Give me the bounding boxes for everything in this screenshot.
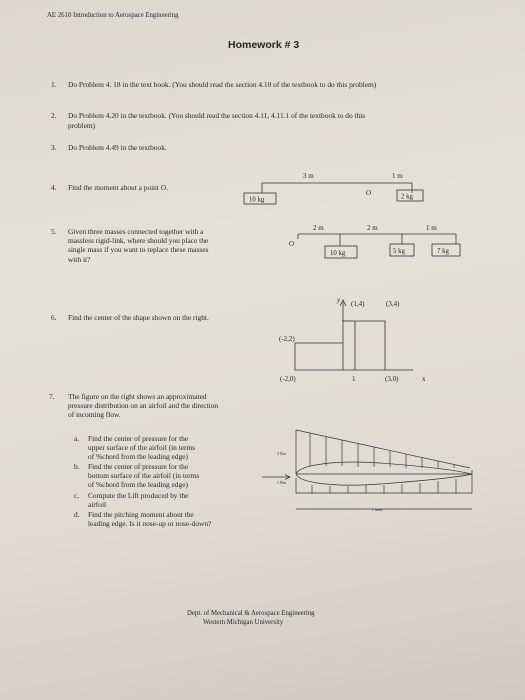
fig7-chord-label: 1 meter [372, 508, 383, 512]
fig4-dist-2: 1 m [392, 172, 403, 180]
problem-3-number: 3. [51, 143, 57, 152]
subquestion-b-line-3: of %chord from the leading edge) [88, 480, 188, 490]
problem-6-text: Find the center of the shape shown on the right. [68, 313, 209, 322]
subquestion-b-label: b. [74, 462, 80, 471]
fig5-dist-2: 2 m [367, 224, 378, 232]
fig4-point-o: O [366, 189, 372, 197]
fig5-mass-1: 10 kg [330, 250, 346, 257]
problem-4-number: 4. [51, 183, 57, 192]
fig4-mass-2: 2 kg [401, 193, 413, 201]
subquestion-d-line-2: leading edge. Is it nose-up or nose-down? [88, 519, 212, 529]
fig7-upper-label: 3 N/m [277, 452, 287, 456]
subquestion-c-line-1: Compute the Lift produced by the [88, 491, 189, 500]
fig5-dist-3: 1 m [426, 224, 437, 232]
fig5-mass-3: 7 kg [437, 248, 449, 255]
fig6-upper-block [355, 321, 385, 370]
subquestion-d-label: d. [74, 510, 80, 519]
fig7-lower-label: 1 N/m [277, 481, 287, 485]
fig7-upper-load-line [296, 430, 470, 468]
fig5-point-o: O [289, 240, 295, 248]
problem-4-text: Find the moment about a point O. [68, 183, 168, 192]
subquestion-b-line-1: Find the center of pressure for the [88, 462, 189, 471]
course-header: AE 2610 Introduction to Aerospace Engineering [47, 12, 179, 19]
fig5-mass-2: 5 kg [393, 248, 405, 255]
fig5-dist-1: 2 m [313, 224, 324, 232]
footer-university: Western Michigan University [203, 619, 284, 626]
problem-1-number: 1. [51, 80, 57, 89]
problem-5-number: 5. [51, 227, 57, 236]
problem-2-line-1: Do Problem 4.20 in the textbook. (You should read the section 4.11, 4.11.1 of the textbook to do this [68, 111, 366, 120]
problem-7-line-1: The figure on the right shows an approximated [68, 392, 207, 401]
fig4-dist-1: 3 m [303, 172, 314, 180]
subquestion-a-label: a. [74, 434, 80, 443]
fig6-label-3-4: (3,4) [386, 300, 400, 308]
fig6-label-m2-2: (-2,2) [279, 335, 295, 343]
fig7-lower-arrows [312, 479, 456, 493]
fig6-label-1-4: (1,4) [351, 300, 365, 308]
problem-7-line-2: pressure distribution on an airfoil and the direction [68, 401, 219, 411]
fig4-mass-1: 10 kg [249, 196, 265, 204]
problem-6-number: 6. [51, 313, 57, 322]
fig6-axis-x: x [422, 375, 426, 383]
problem-5-line-1: Given three masses connected together with a [68, 227, 204, 236]
fig7-airfoil [296, 462, 472, 485]
fig6-label-3-0: (3,0) [385, 375, 399, 383]
subquestion-d-line-1: Find the pitching moment about the [88, 510, 194, 519]
subquestion-c-line-2: airfoil [88, 500, 107, 510]
problem-7-line-3: of incoming flow. [68, 410, 121, 420]
footer-department: Dept. of Mechanical & Aerospace Engineering [187, 610, 315, 617]
fig6-label-m2-0: (-2,0) [280, 375, 296, 383]
problem-2-number: 2. [51, 111, 57, 120]
figure-7-airfoil-pressure [262, 430, 472, 509]
problem-5-line-3: single mass if you want to replace these masses [68, 245, 209, 255]
fig6-tick-1: 1 [352, 375, 356, 383]
figure-6-shape [295, 300, 413, 370]
subquestion-c-label: c. [74, 491, 80, 500]
subquestion-a-line-3: of %chord from the leading edge) [88, 452, 188, 462]
subquestion-b-line-2: bottom surface of the airfoil (in terms [88, 471, 200, 481]
figure-5-three-mass-link [298, 234, 460, 258]
problem-3-text: Do Problem 4.49 in the textbook. [68, 143, 167, 152]
page-title: Homework # 3 [228, 39, 300, 51]
fig6-axis-y: y [337, 296, 341, 304]
problem-7-number: 7. [49, 392, 55, 401]
subquestion-a-line-1: Find the center of pressure for the [88, 434, 189, 443]
subquestion-a-line-2: upper surface of the airfoil (in terms [88, 443, 196, 453]
problem-5-line-2: massless rigid-link, where should you place the [68, 236, 209, 246]
fig6-bottom-left-edges [295, 343, 413, 370]
problem-5-line-4: with it? [68, 254, 91, 264]
problem-1-text: Do Problem 4. 18 in the text book. (You should read the section 4.10 of the textbook to do this problem) [68, 80, 377, 89]
figure-4-moment-beam [244, 183, 423, 204]
problem-2-line-2: problem) [68, 121, 96, 130]
